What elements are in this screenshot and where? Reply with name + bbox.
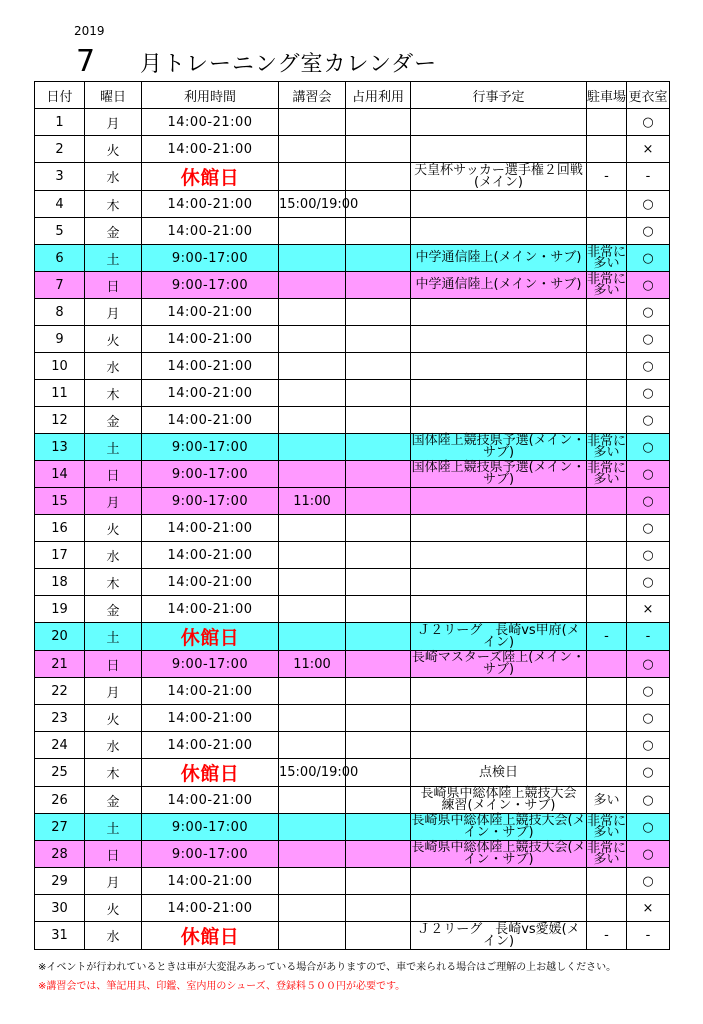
table-row <box>35 814 670 841</box>
cell-parking <box>587 136 627 163</box>
cell-weekday: 土 <box>85 434 142 461</box>
cell-date: 1 <box>35 109 85 136</box>
cell-parking <box>587 109 627 136</box>
cell-event: 中学通信陸上(メイン・サブ) <box>411 245 587 272</box>
cell-hours: 9:00-17:00 <box>142 814 279 841</box>
month-number: 7 <box>76 44 96 79</box>
cell-event <box>411 705 587 732</box>
cell-room: ○ <box>627 218 670 245</box>
table-row <box>35 841 670 868</box>
table-row <box>35 461 670 488</box>
cell-lecture <box>279 895 346 922</box>
cell-room: ○ <box>627 868 670 895</box>
cell-hours: 14:00-21:00 <box>142 868 279 895</box>
table-row <box>35 868 670 895</box>
cell-room: ○ <box>627 488 670 515</box>
cell-lecture <box>279 868 346 895</box>
cell-event: 長崎県中総体陸上競技大会 練習(メイン・サブ) <box>411 787 587 814</box>
cell-lecture <box>279 515 346 542</box>
cell-lecture <box>279 814 346 841</box>
cell-hours: 9:00-17:00 <box>142 245 279 272</box>
cell-occupy <box>346 461 411 488</box>
cell-parking: 多い <box>587 787 627 814</box>
cell-room: ○ <box>627 109 670 136</box>
cell-parking: 非常に多い <box>587 434 627 460</box>
col-header-occupy: 占用利用 <box>346 82 411 109</box>
cell-event: 長崎県中総体陸上競技大会(メイン・サブ) <box>411 840 586 867</box>
cell-occupy <box>346 299 411 326</box>
cell-room: × <box>627 895 670 922</box>
cell-date: 4 <box>35 191 85 218</box>
cell-room: ○ <box>627 461 670 488</box>
cell-date: 31 <box>35 922 85 950</box>
cell-weekday: 水 <box>85 732 142 759</box>
cell-occupy <box>346 163 411 191</box>
table-row <box>35 895 670 922</box>
cell-hours: 14:00-21:00 <box>142 515 279 542</box>
cell-lecture: 15:00/19:00 <box>279 191 346 218</box>
cell-occupy <box>346 136 411 163</box>
cell-date: 12 <box>35 407 85 434</box>
cell-date: 24 <box>35 732 85 759</box>
cell-weekday: 土 <box>85 623 142 651</box>
cell-hours: 14:00-21:00 <box>142 705 279 732</box>
cell-occupy <box>346 651 411 678</box>
table-row <box>35 380 670 407</box>
table-row <box>35 705 670 732</box>
cell-occupy <box>346 841 411 868</box>
cell-occupy <box>346 488 411 515</box>
cell-room: - <box>627 922 670 950</box>
cell-parking <box>587 705 627 732</box>
cell-parking <box>587 895 627 922</box>
cell-lecture <box>279 461 346 488</box>
cell-lecture: 15:00/19:00 <box>279 759 346 787</box>
cell-lecture <box>279 326 346 353</box>
cell-room: ○ <box>627 732 670 759</box>
cell-date: 5 <box>35 218 85 245</box>
cell-event: 国体陸上競技県予選(メイン・サブ) <box>411 460 586 487</box>
cell-event <box>411 488 587 515</box>
cell-occupy <box>346 705 411 732</box>
cell-date: 28 <box>35 841 85 868</box>
cell-hours: 14:00-21:00 <box>142 380 279 407</box>
page-title: 月トレーニング室カレンダー <box>140 52 438 77</box>
cell-weekday: 木 <box>85 380 142 407</box>
cell-parking <box>587 488 627 515</box>
cell-date: 30 <box>35 895 85 922</box>
table-row <box>35 732 670 759</box>
cell-event <box>411 109 587 136</box>
cell-hours: 14:00-21:00 <box>142 299 279 326</box>
cell-date: 2 <box>35 136 85 163</box>
cell-occupy <box>346 814 411 841</box>
cell-event <box>411 218 587 245</box>
cell-parking: 非常に多い <box>587 461 627 487</box>
cell-occupy <box>346 353 411 380</box>
cell-event: 長崎マスターズ陸上(メイン・サブ) <box>411 650 586 677</box>
cell-occupy <box>346 922 411 950</box>
cell-event <box>411 868 587 895</box>
cell-lecture <box>279 272 346 299</box>
cell-weekday: 水 <box>85 353 142 380</box>
col-header-room: 更衣室 <box>627 82 670 109</box>
cell-lecture <box>279 678 346 705</box>
cell-parking <box>587 515 627 542</box>
table-row <box>35 759 670 787</box>
cell-room: - <box>627 163 670 191</box>
cell-date: 21 <box>35 651 85 678</box>
cell-occupy <box>346 218 411 245</box>
cell-event <box>411 515 587 542</box>
cell-occupy <box>346 515 411 542</box>
cell-hours: 14:00-21:00 <box>142 326 279 353</box>
cell-room: ○ <box>627 841 670 868</box>
cell-lecture <box>279 109 346 136</box>
cell-event: Ｊ２リーグ 長崎vs愛媛(メイン) <box>411 922 587 950</box>
cell-weekday: 火 <box>85 705 142 732</box>
cell-occupy <box>346 542 411 569</box>
cell-hours: 14:00-21:00 <box>142 109 279 136</box>
cell-lecture <box>279 380 346 407</box>
cell-parking <box>587 542 627 569</box>
cell-hours: 休館日 <box>142 759 279 787</box>
cell-hours: 14:00-21:00 <box>142 542 279 569</box>
cell-parking: 非常に多い <box>587 272 627 298</box>
cell-lecture <box>279 596 346 623</box>
note-lecture: ※講習会では、筆記用具、印鑑、室内用のシューズ、登録料５００円が必要です。 <box>38 981 406 992</box>
table-row <box>35 353 670 380</box>
cell-lecture <box>279 407 346 434</box>
cell-weekday: 木 <box>85 759 142 787</box>
cell-hours: 休館日 <box>142 922 279 950</box>
col-header-event: 行事予定 <box>411 82 587 109</box>
cell-weekday: 水 <box>85 163 142 191</box>
cell-occupy <box>346 326 411 353</box>
cell-event <box>411 407 587 434</box>
header-row <box>35 82 670 109</box>
cell-date: 27 <box>35 814 85 841</box>
cell-room: ○ <box>627 814 670 841</box>
cell-date: 11 <box>35 380 85 407</box>
cell-event <box>411 596 587 623</box>
cell-weekday: 火 <box>85 136 142 163</box>
cell-parking: 非常に多い <box>587 245 627 271</box>
cell-lecture <box>279 542 346 569</box>
cell-occupy <box>346 434 411 461</box>
cell-lecture <box>279 245 346 272</box>
cell-room: ○ <box>627 787 670 814</box>
cell-room: ○ <box>627 542 670 569</box>
cell-parking <box>587 353 627 380</box>
cell-lecture <box>279 434 346 461</box>
cell-weekday: 水 <box>85 542 142 569</box>
cell-parking <box>587 678 627 705</box>
cell-lecture <box>279 732 346 759</box>
cell-date: 14 <box>35 461 85 488</box>
cell-weekday: 火 <box>85 515 142 542</box>
table-row <box>35 245 670 272</box>
cell-event <box>411 299 587 326</box>
table-row <box>35 434 670 461</box>
cell-parking <box>587 299 627 326</box>
cell-occupy <box>346 787 411 814</box>
cell-lecture <box>279 569 346 596</box>
cell-occupy <box>346 272 411 299</box>
cell-weekday: 日 <box>85 841 142 868</box>
cell-event: 長崎県中総体陸上競技大会(メイン・サブ) <box>411 813 586 840</box>
cell-event: 点検日 <box>411 759 587 787</box>
cell-room: × <box>627 136 670 163</box>
cell-weekday: 火 <box>85 895 142 922</box>
col-header-date: 日付 <box>35 82 85 109</box>
cell-occupy <box>346 569 411 596</box>
cell-room: ○ <box>627 705 670 732</box>
cell-room: ○ <box>627 678 670 705</box>
cell-lecture <box>279 841 346 868</box>
cell-parking: - <box>587 623 627 651</box>
cell-hours: 14:00-21:00 <box>142 787 279 814</box>
cell-room: ○ <box>627 651 670 678</box>
cell-occupy <box>346 678 411 705</box>
cell-date: 13 <box>35 434 85 461</box>
note-traffic: ※イベントが行われているときは車が大変混みあっている場合がありますので、車で来られる場合はご理解の上お越しください。 <box>38 962 617 973</box>
cell-weekday: 水 <box>85 922 142 950</box>
cell-weekday: 金 <box>85 218 142 245</box>
cell-occupy <box>346 407 411 434</box>
cell-parking: - <box>587 163 627 191</box>
cell-hours: 14:00-21:00 <box>142 218 279 245</box>
cell-date: 17 <box>35 542 85 569</box>
cell-room: ○ <box>627 191 670 218</box>
cell-lecture: 11:00 <box>279 651 346 678</box>
table-row <box>35 191 670 218</box>
cell-hours: 休館日 <box>142 163 279 191</box>
cell-weekday: 日 <box>85 272 142 299</box>
cell-hours: 9:00-17:00 <box>142 272 279 299</box>
cell-parking <box>587 407 627 434</box>
cell-parking <box>587 569 627 596</box>
cell-event <box>411 542 587 569</box>
cell-event: Ｊ２リーグ 長崎vs甲府(メイン) <box>411 623 587 651</box>
cell-weekday: 土 <box>85 245 142 272</box>
cell-room: ○ <box>627 299 670 326</box>
cell-hours: 9:00-17:00 <box>142 841 279 868</box>
cell-lecture <box>279 136 346 163</box>
cell-parking <box>587 759 627 787</box>
cell-occupy <box>346 380 411 407</box>
cell-occupy <box>346 596 411 623</box>
col-header-lecture: 講習会 <box>279 82 346 109</box>
cell-event <box>411 353 587 380</box>
cell-parking <box>587 191 627 218</box>
cell-hours: 14:00-21:00 <box>142 136 279 163</box>
cell-parking: - <box>587 922 627 950</box>
cell-room: ○ <box>627 272 670 299</box>
cell-date: 18 <box>35 569 85 596</box>
table-row <box>35 922 670 950</box>
cell-date: 29 <box>35 868 85 895</box>
cell-date: 22 <box>35 678 85 705</box>
table-row <box>35 787 670 814</box>
cell-weekday: 月 <box>85 678 142 705</box>
cell-lecture <box>279 353 346 380</box>
year-label: 2019 <box>74 24 105 38</box>
cell-weekday: 土 <box>85 814 142 841</box>
cell-hours: 14:00-21:00 <box>142 678 279 705</box>
cell-date: 26 <box>35 787 85 814</box>
cell-parking <box>587 732 627 759</box>
cell-occupy <box>346 732 411 759</box>
col-header-weekday: 曜日 <box>85 82 142 109</box>
table-row <box>35 109 670 136</box>
table-row <box>35 299 670 326</box>
cell-hours: 14:00-21:00 <box>142 895 279 922</box>
cell-lecture: 11:00 <box>279 488 346 515</box>
col-header-hours: 利用時間 <box>142 82 279 109</box>
cell-event: 中学通信陸上(メイン・サブ) <box>411 272 587 299</box>
cell-date: 25 <box>35 759 85 787</box>
cell-weekday: 火 <box>85 326 142 353</box>
cell-hours: 14:00-21:00 <box>142 596 279 623</box>
col-header-parking: 駐車場 <box>587 82 627 109</box>
cell-date: 6 <box>35 245 85 272</box>
cell-event <box>411 678 587 705</box>
cell-hours: 9:00-17:00 <box>142 434 279 461</box>
cell-date: 3 <box>35 163 85 191</box>
cell-weekday: 金 <box>85 407 142 434</box>
cell-event <box>411 191 587 218</box>
cell-room: ○ <box>627 407 670 434</box>
cell-occupy <box>346 895 411 922</box>
table-row <box>35 136 670 163</box>
cell-hours: 14:00-21:00 <box>142 407 279 434</box>
cell-parking <box>587 218 627 245</box>
cell-parking <box>587 380 627 407</box>
cell-lecture <box>279 163 346 191</box>
cell-parking: 非常に多い <box>587 814 627 840</box>
cell-parking <box>587 651 627 678</box>
calendar-body <box>35 109 670 950</box>
table-row <box>35 596 670 623</box>
cell-hours: 休館日 <box>142 623 279 651</box>
cell-event: 天皇杯サッカー選手権２回戦(メイン) <box>411 163 587 191</box>
cell-room: ○ <box>627 353 670 380</box>
cell-room: ○ <box>627 380 670 407</box>
cell-occupy <box>346 245 411 272</box>
cell-parking <box>587 868 627 895</box>
cell-parking: 非常に多い <box>587 841 627 867</box>
table-row <box>35 326 670 353</box>
cell-date: 8 <box>35 299 85 326</box>
cell-weekday: 月 <box>85 868 142 895</box>
cell-parking <box>587 596 627 623</box>
cell-room: ○ <box>627 434 670 461</box>
cell-event <box>411 136 587 163</box>
table-row <box>35 163 670 191</box>
cell-weekday: 木 <box>85 569 142 596</box>
cell-date: 15 <box>35 488 85 515</box>
cell-date: 7 <box>35 272 85 299</box>
cell-lecture <box>279 623 346 651</box>
cell-weekday: 月 <box>85 299 142 326</box>
cell-occupy <box>346 868 411 895</box>
cell-lecture <box>279 705 346 732</box>
cell-weekday: 金 <box>85 596 142 623</box>
table-row <box>35 569 670 596</box>
calendar-table <box>34 81 670 950</box>
cell-date: 16 <box>35 515 85 542</box>
cell-hours: 9:00-17:00 <box>142 461 279 488</box>
table-row <box>35 488 670 515</box>
cell-weekday: 日 <box>85 651 142 678</box>
cell-event <box>411 380 587 407</box>
cell-date: 10 <box>35 353 85 380</box>
cell-weekday: 金 <box>85 787 142 814</box>
cell-weekday: 日 <box>85 461 142 488</box>
cell-event <box>411 895 587 922</box>
cell-date: 9 <box>35 326 85 353</box>
cell-hours: 14:00-21:00 <box>142 353 279 380</box>
cell-room: ○ <box>627 759 670 787</box>
cell-event <box>411 569 587 596</box>
table-row <box>35 651 670 678</box>
cell-date: 23 <box>35 705 85 732</box>
cell-parking <box>587 326 627 353</box>
cell-occupy <box>346 623 411 651</box>
cell-room: ○ <box>627 515 670 542</box>
cell-room: ○ <box>627 569 670 596</box>
cell-event <box>411 732 587 759</box>
cell-room: ○ <box>627 326 670 353</box>
cell-lecture <box>279 922 346 950</box>
cell-event <box>411 326 587 353</box>
table-row <box>35 623 670 651</box>
cell-hours: 9:00-17:00 <box>142 488 279 515</box>
table-row <box>35 272 670 299</box>
cell-lecture <box>279 787 346 814</box>
cell-weekday: 木 <box>85 191 142 218</box>
cell-room: × <box>627 596 670 623</box>
cell-hours: 14:00-21:00 <box>142 569 279 596</box>
cell-date: 20 <box>35 623 85 651</box>
table-row <box>35 218 670 245</box>
cell-event: 国体陸上競技県予選(メイン・サブ) <box>411 433 586 460</box>
cell-room: - <box>627 623 670 651</box>
cell-hours: 14:00-21:00 <box>142 732 279 759</box>
cell-hours: 14:00-21:00 <box>142 191 279 218</box>
cell-weekday: 月 <box>85 488 142 515</box>
table-row <box>35 678 670 705</box>
cell-lecture <box>279 218 346 245</box>
cell-weekday: 月 <box>85 109 142 136</box>
cell-date: 19 <box>35 596 85 623</box>
table-row <box>35 542 670 569</box>
table-row <box>35 515 670 542</box>
table-row <box>35 407 670 434</box>
cell-hours: 9:00-17:00 <box>142 651 279 678</box>
cell-lecture <box>279 299 346 326</box>
cell-room: ○ <box>627 245 670 272</box>
cell-occupy <box>346 109 411 136</box>
